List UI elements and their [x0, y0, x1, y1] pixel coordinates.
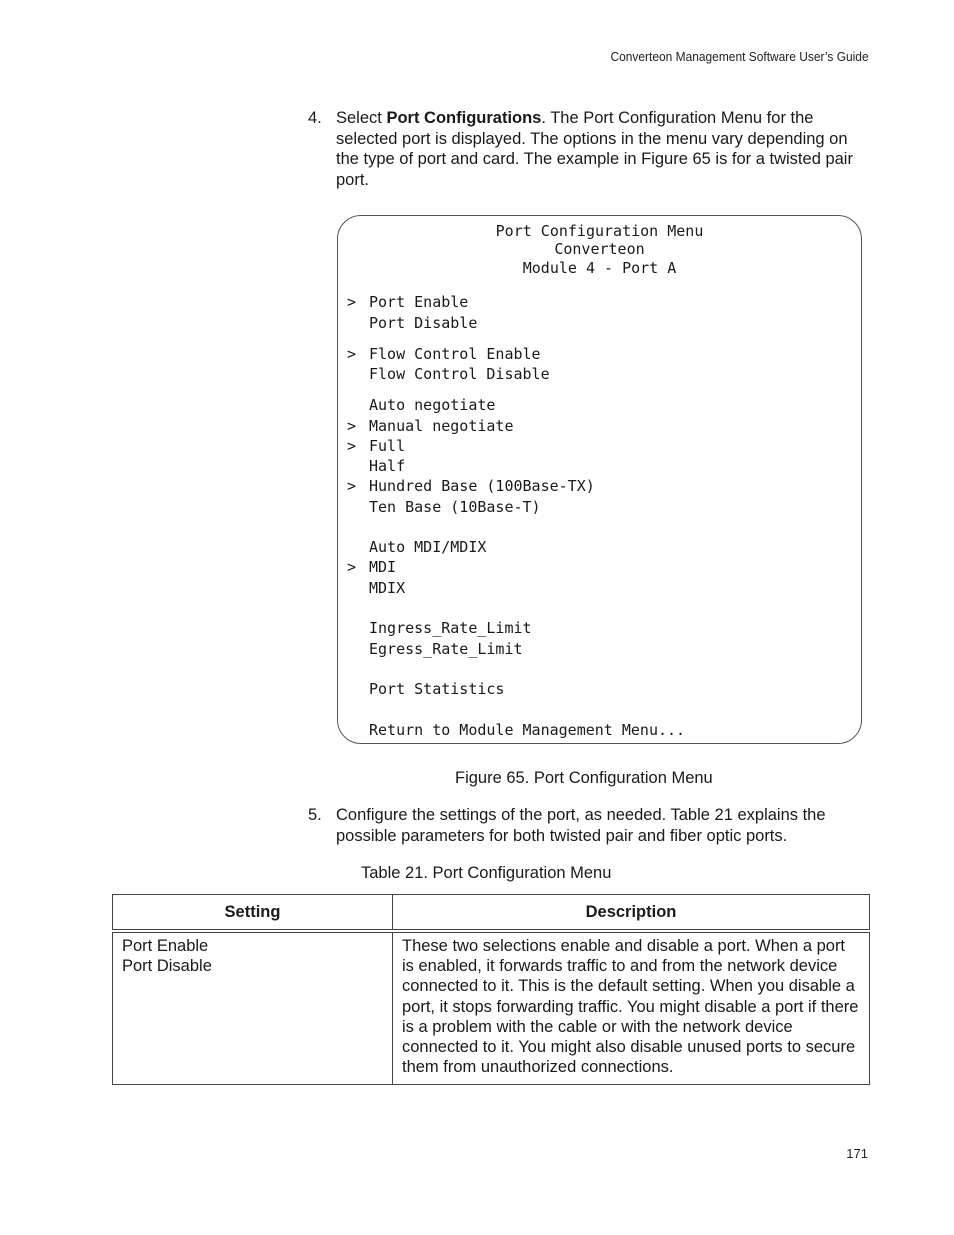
menu-item-port-disable [338, 313, 861, 333]
terminal-module-port: Module 4 - Port A [522, 259, 677, 277]
running-header: Converteon Management Software User’s Guide [610, 49, 869, 64]
menu-item-label: Port Disable [369, 314, 478, 332]
menu-item-label: Auto MDI/MDIX [369, 538, 487, 556]
step-4 [308, 108, 873, 192]
menu-item-hundred-base [338, 476, 861, 496]
menu-item-label: Manual negotiate [369, 417, 514, 435]
table-row [113, 931, 870, 1085]
page-number: 171 [846, 1146, 868, 1161]
step-text-prefix: Select [336, 109, 387, 127]
column-header-description: Description [393, 895, 870, 932]
menu-item-return [338, 720, 861, 740]
figure-caption: Figure 65. Port Configuration Menu [455, 769, 713, 787]
terminal-product-name: Converteon [554, 240, 645, 258]
step-5 [308, 805, 873, 847]
menu-item-half [338, 456, 861, 476]
table-caption: Table 21. Port Configuration Menu [361, 864, 612, 882]
step-text [336, 108, 873, 190]
menu-item-label: Return to Module Management Menu... [369, 721, 686, 739]
terminal-screen-figure [337, 215, 862, 744]
selected-marker: > [347, 293, 357, 311]
menu-item-label: Ingress_Rate_Limit [369, 619, 532, 637]
step-text: Configure the settings of the port, as needed. Table 21 explains the possible parameters for both twisted pair and fiber optic ports. [336, 806, 826, 845]
table-header-row [113, 895, 870, 932]
menu-item-label: Full [369, 437, 406, 455]
menu-item-port-statistics [338, 679, 861, 699]
column-header-setting: Setting [113, 895, 393, 932]
step-number: 5. [308, 806, 322, 824]
menu-item-label: Ten Base (10Base-T) [369, 498, 541, 516]
menu-option-name: Port Configurations [386, 109, 542, 127]
menu-item-auto-negotiate [338, 395, 861, 415]
menu-item-flow-control-enable [338, 344, 861, 364]
menu-item-label: MDI [369, 558, 397, 576]
menu-item-full [338, 436, 861, 456]
menu-item-label: Port Enable [369, 293, 469, 311]
setting-name: Port Disable [122, 957, 212, 976]
menu-item-mdix [338, 578, 861, 598]
selected-marker: > [347, 345, 357, 363]
setting-cell [113, 931, 393, 1085]
description-cell: These two selections enable and disable a port. When a port is enabled, it forwards traffic to and from the network device connected to it. This is the default setting. When you disable a port, it stops forwarding traffic. You might disable a port if there is a problem with the cable or with the network device connected to it. You might also disable unused ports to secure them from unauthorized connections. [393, 931, 870, 1085]
menu-item-auto-mdi-mdix [338, 537, 861, 557]
menu-item-label: Flow Control Disable [369, 365, 550, 383]
menu-item-label: Hundred Base (100Base-TX) [369, 477, 595, 495]
menu-item-flow-control-disable [338, 364, 861, 384]
menu-item-ingress-rate-limit [338, 618, 861, 638]
step-number: 4. [308, 109, 322, 127]
menu-item-mdi [338, 557, 861, 577]
menu-item-port-enable [338, 292, 861, 312]
menu-item-label: Flow Control Enable [369, 345, 541, 363]
menu-item-ten-base [338, 497, 861, 517]
menu-item-manual-negotiate [338, 416, 861, 436]
step-text-suffix: . The Port Configuration Menu for the selected port is displayed. The options in the menu vary depending on the type of port and card. The example in Figure 65 is for a twisted pair port. [336, 109, 853, 189]
menu-item-egress-rate-limit [338, 639, 861, 659]
selected-marker: > [347, 477, 357, 495]
selected-marker: > [347, 558, 357, 576]
settings-table [112, 894, 870, 1085]
menu-item-label: Auto negotiate [369, 396, 496, 414]
menu-item-label: Port Statistics [369, 680, 505, 698]
menu-item-label: Half [369, 457, 406, 475]
menu-item-label: Egress_Rate_Limit [369, 640, 523, 658]
terminal-menu-title: Port Configuration Menu [495, 222, 704, 240]
selected-marker: > [347, 417, 357, 435]
menu-item-label: MDIX [369, 579, 406, 597]
setting-name: Port Enable [122, 937, 209, 955]
selected-marker: > [347, 437, 357, 455]
